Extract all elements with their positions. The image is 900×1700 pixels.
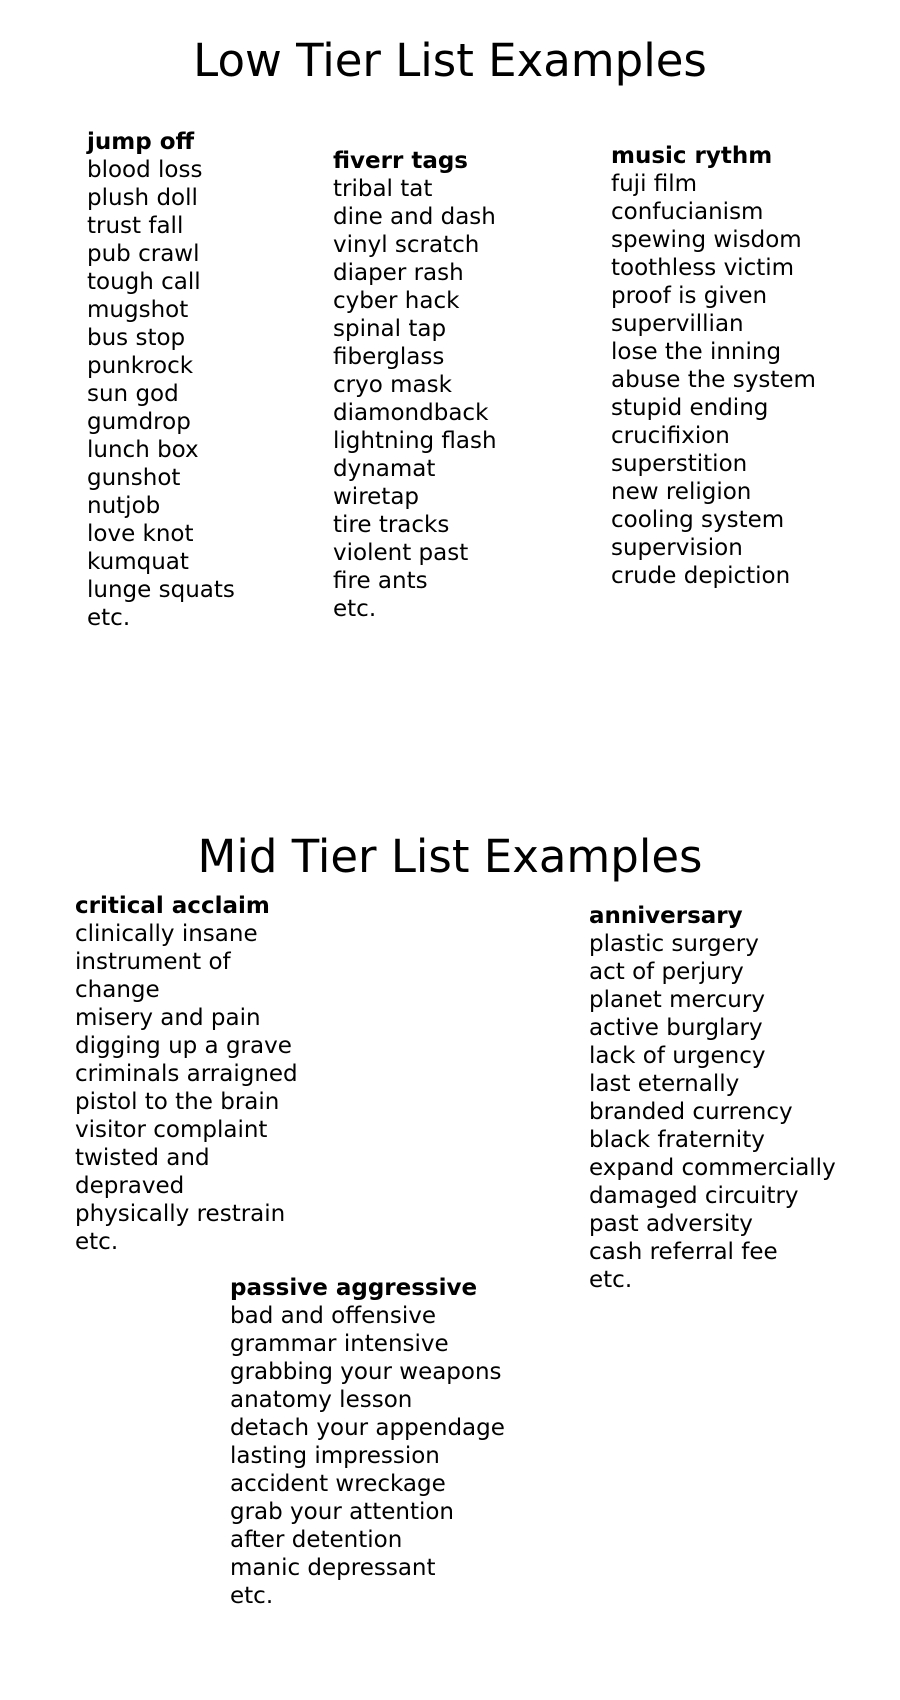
list-item: pub crawl <box>87 241 200 267</box>
list-item: etc. <box>333 596 377 622</box>
list-item: nutjob <box>87 493 161 519</box>
list-item: diaper rash <box>333 260 464 286</box>
list-item: anatomy lesson <box>230 1387 413 1413</box>
list-items <box>75 920 305 1256</box>
list-item: instrument of change <box>75 949 231 1003</box>
list-item: sun god <box>87 381 179 407</box>
list-item: etc. <box>87 605 131 631</box>
list-item: wiretap <box>333 484 420 510</box>
list-item: crucifixion <box>611 423 730 449</box>
list-item: tough call <box>87 269 201 295</box>
list-item: active burglary <box>589 1015 763 1041</box>
list-item: dine and dash <box>333 204 496 230</box>
list-item: digging up a grave <box>75 1033 292 1059</box>
list-item: after detention <box>230 1527 403 1553</box>
list-item: twisted and depraved <box>75 1145 210 1199</box>
list-item: past adversity <box>589 1211 753 1237</box>
list-item: spewing wisdom <box>611 227 802 253</box>
list-item: branded currency <box>589 1099 793 1125</box>
list-item: criminals arraigned <box>75 1061 298 1087</box>
list-item: etc. <box>589 1267 633 1293</box>
list-item: gumdrop <box>87 409 191 435</box>
list-item: punkrock <box>87 353 194 379</box>
list-item: supervillian <box>611 311 744 337</box>
list-items <box>87 156 235 632</box>
list-item: toothless victim <box>611 255 795 281</box>
list-item: damaged circuitry <box>589 1183 799 1209</box>
list-item: pistol to the brain <box>75 1089 280 1115</box>
list-item: visitor complaint <box>75 1117 268 1143</box>
list-item: plastic surgery <box>589 931 759 957</box>
list-item: expand commercially <box>589 1155 836 1181</box>
low-tier-title: Low Tier List Examples <box>193 34 707 87</box>
list-items <box>611 170 816 590</box>
list-item: abuse the system <box>611 367 816 393</box>
list-item: cyber hack <box>333 288 460 314</box>
list-item: spinal tap <box>333 316 447 342</box>
list-item: mugshot <box>87 297 189 323</box>
list-item: lunch box <box>87 437 199 463</box>
mid-tier-title: Mid Tier List Examples <box>197 830 703 883</box>
list-heading: passive aggressive <box>230 1275 478 1301</box>
list-heading: anniversary <box>589 903 743 929</box>
list-heading: fiverr tags <box>333 148 469 174</box>
list-item: last eternally <box>589 1071 740 1097</box>
list-item: etc. <box>230 1583 274 1609</box>
list-item: lunge squats <box>87 577 235 603</box>
list-item: accident wreckage <box>230 1471 446 1497</box>
list-item: grammar intensive <box>230 1331 449 1357</box>
list-jump-off <box>87 128 235 632</box>
list-item: misery and pain <box>75 1005 261 1031</box>
list-item: clinically insane <box>75 921 258 947</box>
list-items <box>589 930 836 1294</box>
list-passive-aggressive <box>230 1274 505 1610</box>
list-item: grab your attention <box>230 1499 455 1525</box>
list-item: grabbing your weapons <box>230 1359 502 1385</box>
list-item: lasting impression <box>230 1443 440 1469</box>
list-item: dynamat <box>333 456 436 482</box>
list-item: detach your appendage <box>230 1415 505 1441</box>
list-item: vinyl scratch <box>333 232 480 258</box>
list-item: love knot <box>87 521 194 547</box>
list-item: fire ants <box>333 568 428 594</box>
list-item: stupid ending <box>611 395 769 421</box>
list-item: planet mercury <box>589 987 765 1013</box>
list-item: cash referral fee <box>589 1239 778 1265</box>
list-item: crude depiction <box>611 563 791 589</box>
list-items <box>333 175 497 623</box>
list-item: tire tracks <box>333 512 450 538</box>
list-item: lose the inning <box>611 339 782 365</box>
list-heading: music rythm <box>611 143 773 169</box>
list-item: new religion <box>611 479 752 505</box>
list-item: etc. <box>75 1229 119 1255</box>
list-items <box>230 1302 505 1610</box>
list-item: act of perjury <box>589 959 744 985</box>
list-fiverr-tags <box>333 147 497 623</box>
list-item: black fraternity <box>589 1127 765 1153</box>
list-critical-acclaim <box>75 892 305 1256</box>
list-item: diamondback <box>333 400 489 426</box>
list-item: blood loss <box>87 157 203 183</box>
list-item: supervision <box>611 535 743 561</box>
list-item: gunshot <box>87 465 181 491</box>
list-item: tribal tat <box>333 176 433 202</box>
list-item: plush doll <box>87 185 198 211</box>
list-item: lack of urgency <box>589 1043 766 1069</box>
list-item: proof is given <box>611 283 768 309</box>
list-item: physically restrain <box>75 1201 286 1227</box>
list-item: fiberglass <box>333 344 445 370</box>
list-item: confucianism <box>611 199 764 225</box>
list-item: cryo mask <box>333 372 452 398</box>
list-item: manic depressant <box>230 1555 436 1581</box>
list-item: bus stop <box>87 325 186 351</box>
list-item: cooling system <box>611 507 785 533</box>
list-music-rythm <box>611 142 816 590</box>
list-item: trust fall <box>87 213 184 239</box>
list-item: lightning flash <box>333 428 497 454</box>
list-item: kumquat <box>87 549 189 575</box>
list-heading: jump off <box>87 129 195 155</box>
list-item: bad and offensive <box>230 1303 436 1329</box>
list-heading: critical acclaim <box>75 893 270 919</box>
list-anniversary <box>589 902 836 1294</box>
list-item: fuji film <box>611 171 698 197</box>
list-item: superstition <box>611 451 748 477</box>
list-item: violent past <box>333 540 469 566</box>
